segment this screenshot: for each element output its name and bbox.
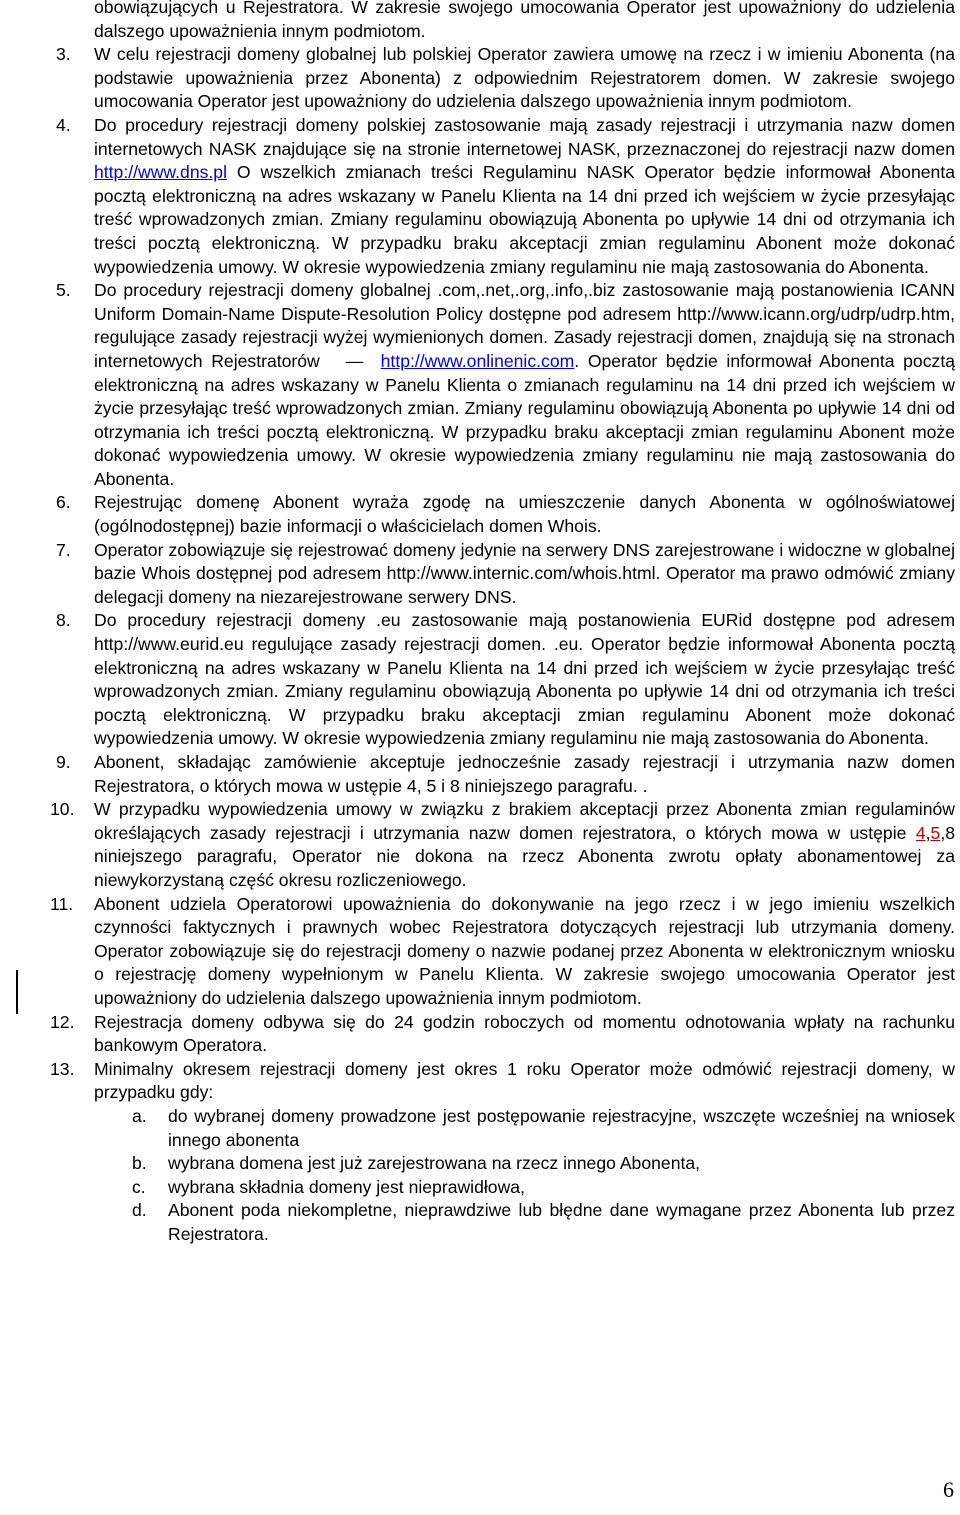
sub-item-letter: a. [132,1105,147,1126]
list-item-4 [0,114,960,279]
item-text: Do procedury rejestracji domeny globalnej .com,.net,.org,.info,.biz zastosowanie mają postanowienia ICANN Uniform Domain-Name Dispute-Resolution Policy dostępne pod adresem http://www.icann.org/udrp/udrp.htm, regulujące zasady rejestracji wyżej wymienionych domen. Zasady rejestracji domen, znajdują się na stronach internetowych Rejestratorów — http://www.onlinenic.com. Operator będzie informował Abonenta pocztą elektroniczną na adres wskazany w Panelu Klienta o zmianach regulaminu na 14 dni przed ich wejściem w życie przesyłając treść wprowadzonych zmian. Zmiany regulaminu obowiązują Abonenta po upływie 14 dni od otrzymania ich treści pocztą elektroniczną. W przypadku braku akceptacji zmian regulaminu Abonent może dokonać wypowiedzenia umowy. W okresie wypowiedzenia zmiany regulaminu nie mają zastosowania do Abonenta. [94,280,955,489]
item-number: 8. [56,610,71,631]
list-item-8 [0,609,960,751]
sub-item-d [0,1199,960,1246]
sub-item-letter: b. [132,1153,147,1174]
list-item-5 [0,279,960,491]
item-text: Do procedury rejestracji domeny polskiej zastosowanie mają zasady rejestracji i utrzymania nazw domen internetowych NASK znajdujące się na stronie internetowej NASK, przeznaczonej do rejestracji nazw domen http://www.dns.pl O wszelkich zmianach treści Regulaminu NASK Operator będzie informował Abonenta pocztą elektroniczną na adres wskazany w Panelu Klienta na 14 dni przed ich wejściem w życie przesyłając treść wprowadzonych zmian. Zmiany regulaminu obowiązują Abonenta po upływie 14 dni od otrzymania ich treści pocztą elektroniczną. W przypadku braku akceptacji zmian regulaminu Abonent może dokonać wypowiedzenia umowy. W okresie wypowiedzenia zmiany regulaminu nie mają zastosowania do Abonenta. [94,114,955,277]
change-bar [16,970,18,1014]
list-item-13 [0,1058,960,1105]
item-number: 3. [56,44,71,65]
item-text: Minimalny okresem rejestracji domeny jest okres 1 roku Operator może odmówić rejestracji domeny, w przypadku gdy: [94,1058,955,1103]
item-text: W celu rejestracji domeny globalnej lub polskiej Operator zawiera umowę na rzecz i w imieniu Abonenta (na podstawie upoważnienia przez Abonenta) z odpowiednim Rejestratorem domen. W zakresie swojego umocowania Operator jest upoważniony do udzielenia dalszego upoważnienia innym podmiotom. [94,44,955,112]
item-number: 13. [50,1058,75,1079]
item-text: Do procedury rejestracji domeny .eu zastosowanie mają postanowienia EURid dostępne pod adresem http://www.eurid.eu regulujące zasady rejestracji domen. .eu. Operator będzie informował Abonenta pocztą elektroniczną na adres wskazany w Panelu Klienta na 14 dni przed ich wejściem w życie przesyłając treść wprowadzonych zmian. Zmiany regulaminu obowiązują Abonenta po upływie 14 dni od otrzymania ich treści pocztą elektroniczną. W przypadku braku akceptacji zmian regulaminu Abonent może dokonać wypowiedzenia umowy. W okresie wypowiedzenia zmiany regulaminu nie mają zastosowania do Abonenta. [94,610,955,749]
continuation-paragraph [0,0,960,43]
list-item-12 [0,1011,960,1058]
item-number: 10. [50,799,75,820]
sub-item-text: wybrana domena jest już zarejestrowana na rzecz innego Abonenta, [168,1153,701,1174]
revision-mark: 4 [915,822,926,843]
sub-item-letter: d. [132,1200,147,1221]
item-text: Rejestracja domeny odbywa się do 24 godzin roboczych od momentu odnotowania wpłaty na rachunku bankowym Operatora. [94,1011,955,1056]
item-text: Operator zobowiązuje się rejestrować domeny jedynie na serwery DNS zarejestrowane i widoczne w globalnej bazie Whois dostępnej pod adresem http://www.internic.com/whois.html. Operator ma prawo odmówić zmiany delegacji domeny na niezarejestrowane serwery DNS. [94,539,955,607]
item-text: Rejestrując domenę Abonent wyraża zgodę na umieszczenie danych Abonenta w ogólnoświatowej (ogólnodostępnej) bazie informacji o właścicielach domen Whois. [94,492,955,537]
onlinenic-link[interactable]: http://www.onlinenic.com [380,350,575,371]
item-number: 7. [56,539,71,560]
sub-item-letter: c. [132,1176,146,1197]
list-item-10 [0,798,960,892]
item-text: Abonent udziela Operatorowi upoważnienia do dokonywanie na jego rzecz i w jego imieniu wszelkich czynności faktycznych i prawnych wobec Rejestratora dotyczących rejestracji lub utrzymania domeny. Operator zobowiązuje się do rejestracji domeny o nazwie podanej przez Abonenta w elektronicznym wniosku o rejestrację domeny wypełnionym w Panelu Klienta. W zakresie swojego umocowania Operator jest upoważniony do udzielenia dalszego upoważnienia innym podmiotom. [94,893,955,1008]
list-item-6 [0,491,960,538]
revision-mark: 5 [930,822,941,843]
item-number: 4. [56,114,71,135]
item-number: 11. [50,893,74,914]
sub-item-c [0,1176,960,1200]
sub-item-text: wybrana składnia domeny jest nieprawidłowa, [168,1176,525,1197]
page-number: 6 [943,1477,954,1502]
item-number: 9. [56,752,71,772]
sub-item-a [0,1105,960,1152]
item-number: 12. [50,1011,75,1032]
list-item-11 [0,893,960,1011]
paragraph-text: obowiązujących u Rejestratora. W zakresie swojego umocowania Operator jest upoważniony do udzielenia dalszego upoważnienia innym podmiotom. [94,0,955,41]
list-item-7 [0,539,960,610]
item-number: 6. [56,492,71,513]
sub-item-b [0,1152,960,1176]
item-number: 5. [56,280,71,301]
list-item-3 [0,43,960,114]
sub-item-text: do wybranej domeny prowadzone jest postępowanie rejestracyjne, wszczęte wcześniej na wniosek innego abonenta [168,1105,955,1150]
nask-link[interactable]: http://www.dns.pl [94,162,227,183]
item-text: Abonent, składając zamówienie akceptuje jednocześnie zasady rejestracji i utrzymania nazw domen Rejestratora, o których mowa w ustępie 4, 5 i 8 niniejszego paragrafu. . [94,752,955,796]
list-item-9 [0,751,960,798]
item-text: W przypadku wypowiedzenia umowy w związku z brakiem akceptacji przez Abonenta zmian regulaminów określających zasady rejestracji i utrzymania nazw domen rejestratora, o których mowa w ustępie 4,5,8 niniejszego paragrafu, Operator nie dokona na rzecz Abonenta zwrotu opłaty abonamentowej za niewykorzystaną część okresu rozliczeniowego. [94,799,955,890]
sub-item-text: Abonent poda niekompletne, nieprawdziwe lub błędne dane wymagane przez Abonenta lub przez Rejestratora. [168,1200,955,1244]
